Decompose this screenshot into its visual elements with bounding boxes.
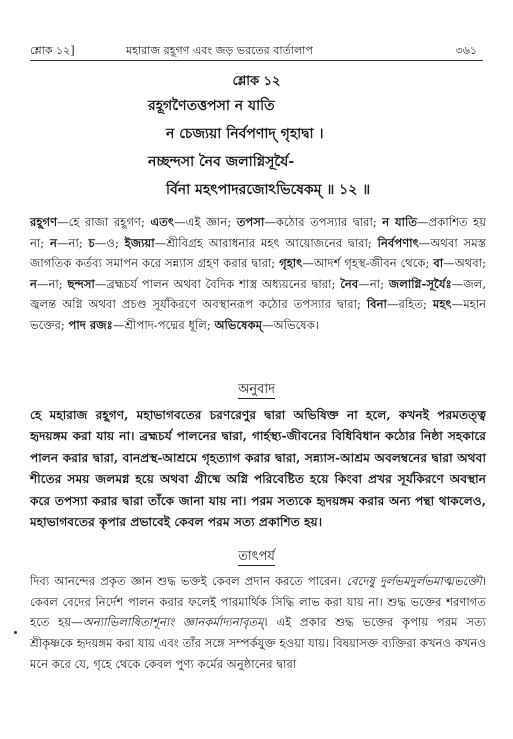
- running-header: [30, 42, 483, 58]
- synonym-word: পাদ রজঃ: [68, 317, 113, 332]
- verse-line-3: নচ্ছন্দসা নৈব জলাগ্নিসূর্যৈ-: [148, 154, 295, 170]
- synonym-word: অভিষেকম্: [214, 317, 263, 332]
- synonym-word: গৃহাৎ: [279, 256, 303, 271]
- purport-text: [30, 571, 486, 675]
- translation-text: হে মহারাজ রহূগণ, মহাভাগবতের চরণরেণুর দ্বারা অভিষিক্ত না হলে, কখনই পরমতত্ত্ব হৃদয়ঙ্গম করা যায় না। ব্রহ্মচর্য পালনের দ্বারা, গার্হস্থ্য-জীবনের বিধিবিধান কঠোর নিষ্ঠা সহকারে পালন করার দ্বারা, বানপ্রস্থ-আশ্রমে গৃহত্যাগ করার দ্বারা, সন্ন্যাস-আশ্রম অবলম্বনের দ্বারা অথবা শীতের সময় জলমগ্ন হয়ে অথবা গ্রীষ্মে অগ্নি পরিবেষ্টিত হয়ে কিংবা প্রখর সূর্যকিরণে অবস্থান করে তপস্যা করার দ্বারা তাঁকে জানা যায় না। পরম সত্যকে হৃদয়ঙ্গম করার অন্য পন্থা থাকলেও, মহাভাগবতের কৃপার প্রভাবেই কেবল পরম সত্য প্রকাশিত হয়।: [30, 408, 486, 530]
- synonym-word: ন: [50, 235, 57, 250]
- purport-heading: তাৎপর্য: [238, 549, 275, 564]
- synonym-word: এতৎ: [150, 215, 175, 229]
- synonym-meaning: ব্রহ্মচর্য পালন অথবা বৈদিক শাস্ত্র অধ্যয়নের দ্বারা;: [106, 276, 336, 291]
- purport-quote-2: অন্যাভিলাষিতাশূন্যং জ্ঞানকর্মাদ্যনাবৃতম্: [82, 615, 264, 630]
- synonym-meaning: কঠোর তপস্যার দ্বারা;: [275, 215, 377, 229]
- synonym-word: মহৎ: [432, 297, 452, 312]
- word-for-word-synonyms: রহূগণ—হে রাজা রহূগণ; এতৎ—এই জ্ঞান; তপসা—কঠোর তপস্যার দ্বারা; ন যাতি—প্রকাশিত হয় না; ন—না; চ—ও; ইজ্যয়া—শ্রীবিগ্রহ আরাধনার মহৎ আয়োজনের দ্বারা; নির্বপণাৎ—অথবা সমস্ত জাগতিক কর্তব্য সমাপন করে সন্ন্যাস গ্রহণ করার দ্বারা; গৃহাৎ—আদর্শ গৃহস্থ-জীবন থেকে; বা—অথবা; ন—না; ছন্দসা—ব্রহ্মচর্য পালন অথবা বৈদিক শাস্ত্র অধ্যয়নের দ্বারা; নৈব—না; জলাগ্নি-সূর্যৈঃ—জল, জ্বলন্ত অগ্নি অথবা প্রচণ্ড সূর্যকিরণে অবস্থানরূপ কঠোর তপস্যার দ্বারা; বিনা—রহিত; মহৎ—মহান ভক্তের; পাদ রজঃ—শ্রীপাদ-পদ্মের ধূলি; অভিষেকম্—অভিষেক।: [30, 215, 487, 332]
- synonym-word: বা: [433, 256, 444, 271]
- synonym-word: ছন্দসা: [67, 276, 95, 291]
- synonym-meaning: রহিত;: [398, 297, 427, 312]
- synonym-meaning: অভিষেক।: [273, 317, 319, 332]
- synonym-meaning: হে রাজা রহূগণ;: [68, 215, 145, 229]
- synonym-meaning: প্রকাশিত হয় না;: [30, 215, 487, 250]
- running-title: মহারাজ রহূগণ এবং জড় ভরতের বার্তালাপ: [126, 44, 313, 57]
- synonym-word: তপসা: [236, 215, 265, 229]
- synonym-meaning: অথবা;: [454, 256, 487, 271]
- verse-line-1: রহূগণৈতত্তপসা ন যাতি: [148, 98, 275, 114]
- synonym-word: জলাগ্নি-সূর্যৈঃ: [388, 276, 452, 291]
- translation-heading: অনুবাদ: [238, 382, 275, 397]
- synonym-meaning: মহান ভক্তের;: [30, 297, 487, 332]
- synonym-meaning: শ্রীপাদ-পদ্মের ধূলি;: [124, 317, 211, 332]
- synonym-meaning: ও;: [106, 235, 119, 250]
- verse-line-4: র্বিনা মহৎপাদরজোঽভিষেকম্ ॥ ১২ ॥: [166, 182, 371, 198]
- synonym-word: ইজ্যয়া: [124, 235, 155, 250]
- synonym-word: ন যাতি: [382, 215, 418, 229]
- purport-quote-1: বেদেষু দুর্লভমদুর্লভমাত্মভক্তৌ: [346, 574, 482, 588]
- verse-label: শ্লোক ১২: [232, 74, 281, 89]
- synonym-word: রহূগণ: [30, 215, 58, 229]
- purport-title: [0, 547, 513, 568]
- purport-part-1: দিব্য আনন্দের প্রকৃত জ্ঞান শুদ্ধ ভক্তই কেবল প্রদান করতে পারেন।: [30, 574, 342, 588]
- synonym-meaning: জল, জ্বলন্ত অগ্নি অথবা প্রচণ্ড সূর্যকিরণে অবস্থানরূপ কঠোর তপস্যার দ্বারা;: [30, 276, 487, 312]
- synonym-word: নির্বপণাৎ: [377, 235, 419, 250]
- translation-title: [0, 380, 513, 401]
- purport-part-3: । এই প্রকার শুদ্ধ ভক্তের কৃপায় পরম সত্য শ্রীকৃষ্ণকে হৃদয়ঙ্গম করা যায় এবং তাঁর সঙ্গে সম্পর্কযুক্ত হওয়া যায়। বিষয়াসক্ত ব্যক্তিরা কখনও কখনও মনে করে যে, গৃহে থেকে কেবল পুণ্য কর্মের অনুষ্ঠানের দ্বারা: [30, 615, 487, 671]
- purport-part-2: । কেবল বেদের নির্দেশ পালন করার ফলেই পারমার্থিক সিদ্ধি লাভ করা যায় না। শুদ্ধ ভক্তের শরণাগত হতে হয়—: [30, 574, 487, 630]
- synonym-word: ন: [30, 276, 37, 291]
- synonym-meaning: এই জ্ঞান;: [185, 215, 232, 229]
- synonym-word: বিনা: [366, 297, 387, 312]
- synonym-word: চ: [88, 235, 95, 250]
- margin-mark: [14, 631, 17, 634]
- verse-line-2: ন চেজ্যয়া নির্বপণাদ্ গৃহাদ্বা ।: [166, 126, 324, 142]
- synonym-meaning: না;: [48, 276, 63, 291]
- synonym-meaning: আদর্শ গৃহস্থ-জীবন থেকে;: [313, 256, 430, 271]
- synonym-word: নৈব: [340, 276, 359, 291]
- synonym-meaning: না;: [369, 276, 385, 291]
- synonym-meaning: না;: [68, 235, 83, 250]
- page-number: ৩৬১: [455, 44, 477, 57]
- synonym-meaning: অথবা সমস্ত জাগতিক কর্তব্য সমাপন করে সন্ন্যাস গ্রহণ করার দ্বারা;: [30, 235, 487, 271]
- chapter-reference: শ্লোক ১২]: [30, 44, 75, 57]
- synonym-meaning: শ্রীবিগ্রহ আরাধনার মহৎ আয়োজনের দ্বারা;: [166, 235, 372, 250]
- header-divider: [30, 60, 483, 61]
